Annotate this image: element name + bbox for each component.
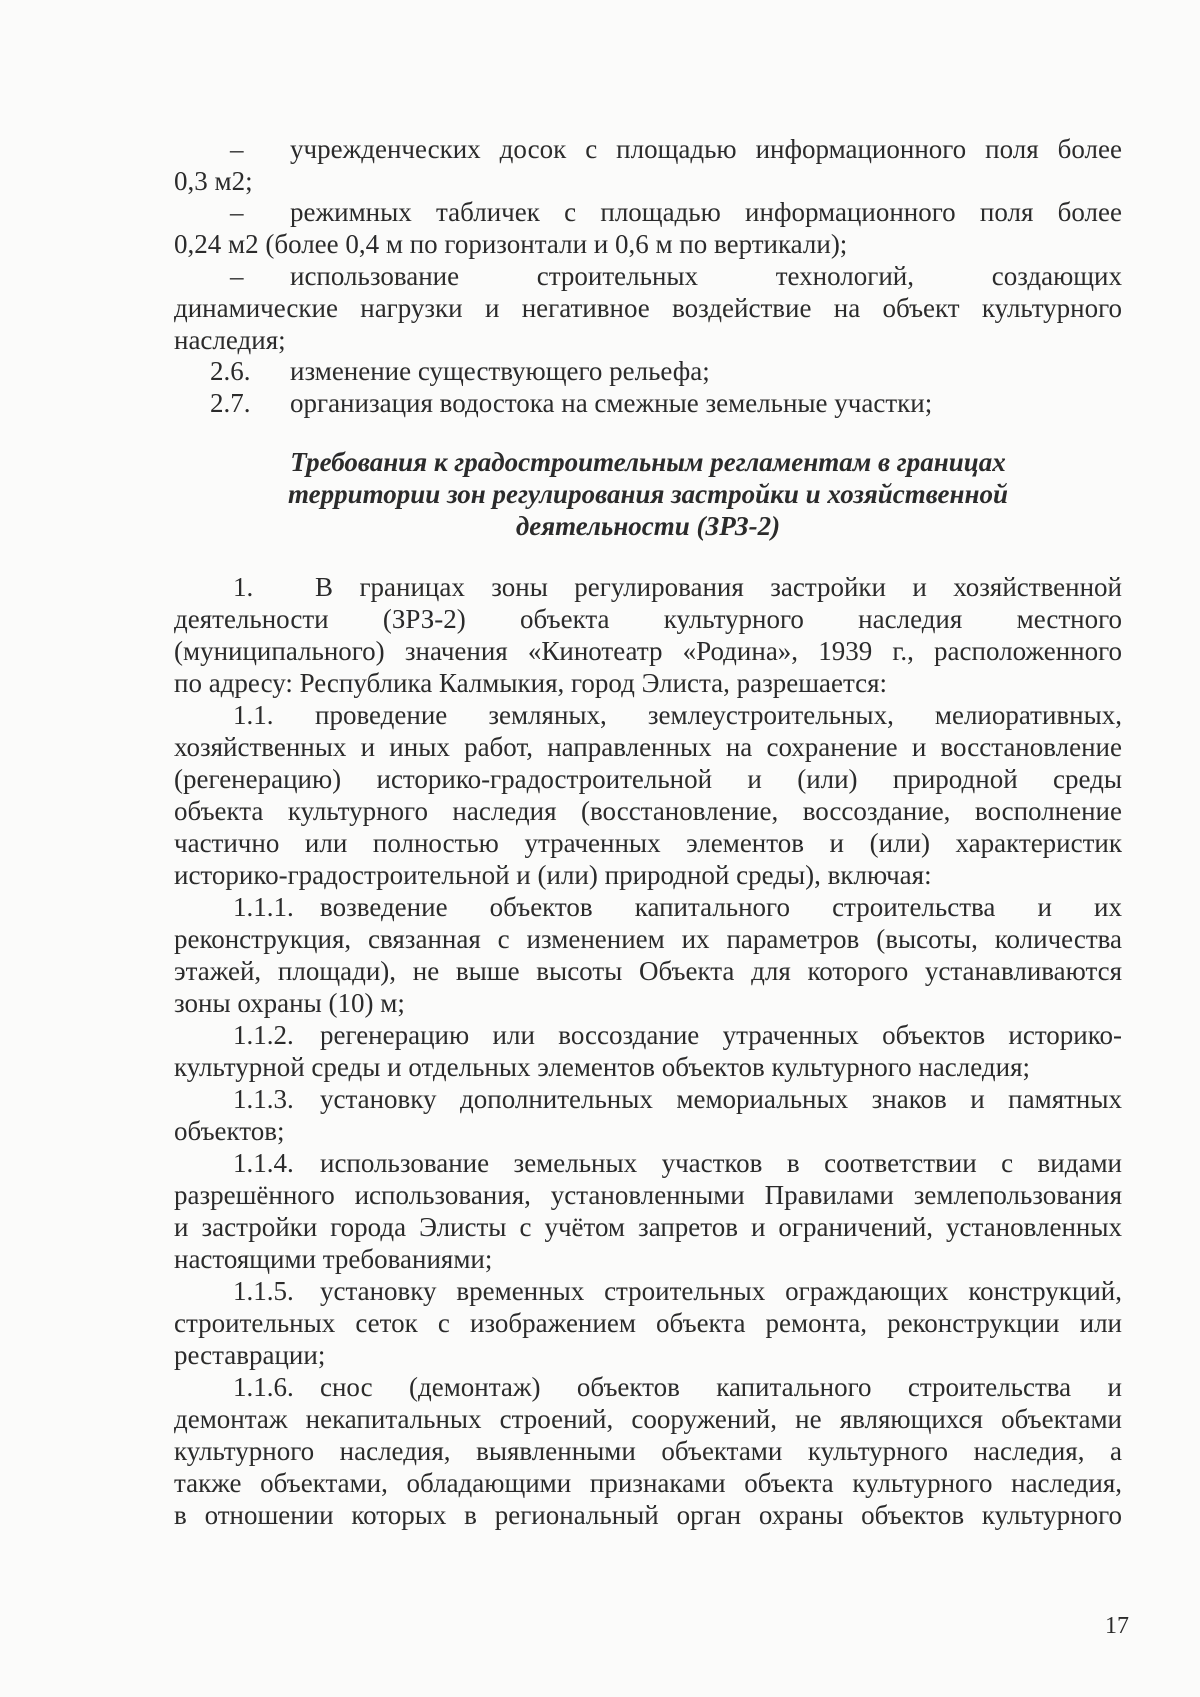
paragraph-line: культурной среды и отдельных элементов объектов культурного наследия; xyxy=(174,1052,1030,1082)
page-number: 17 xyxy=(1105,1613,1129,1639)
section-title-line: Требования к градостроительным регламентам в границах xyxy=(290,447,1006,477)
paragraph-marker: 1.1.2. xyxy=(233,1020,294,1050)
list-marker: 2.7. xyxy=(210,388,251,418)
paragraph-line: зоны охраны (10) м; xyxy=(174,988,405,1018)
paragraph-marker: 1.1.4. xyxy=(233,1148,294,1178)
paragraph-line: (регенерацию) историко-градостроительной и (или) природной среды xyxy=(174,764,1122,794)
paragraph-line: объекта культурного наследия (восстановление, воссоздание, восполнение xyxy=(174,796,1122,826)
paragraph-line: В границах зоны регулирования застройки и хозяйственной xyxy=(315,572,1122,602)
paragraph-marker: 1.1.1. xyxy=(233,892,294,922)
list-item-line: динамические нагрузки и негативное воздействие на объект культурного xyxy=(174,293,1122,323)
list-item-line: наследия; xyxy=(174,325,286,355)
paragraph-marker: 1.1. xyxy=(233,700,274,730)
paragraph-line: снос (демонтаж) объектов капитального строительства и xyxy=(320,1372,1122,1402)
paragraph-line: реставрации; xyxy=(174,1340,326,1370)
list-marker: 2.6. xyxy=(210,356,251,386)
paragraph-line: разрешённого использования, установленными Правилами землепользования xyxy=(174,1180,1122,1210)
paragraph-marker: 1.1.5. xyxy=(233,1276,294,1306)
paragraph-line: проведение земляных, землеустроительных, мелиоративных, xyxy=(315,700,1122,730)
list-marker: – xyxy=(230,134,244,164)
paragraph-line: реконструкция, связанная с изменением их параметров (высоты, количества xyxy=(174,924,1122,954)
list-item-line: организация водостока на смежные земельные участки; xyxy=(290,388,933,418)
section-title-line: территории зон регулирования застройки и хозяйственной xyxy=(288,479,1008,509)
paragraph-line: (муниципального) значения «Кинотеатр «Родина», 1939 г., расположенного xyxy=(174,636,1122,666)
paragraph-line: настоящими требованиями; xyxy=(174,1244,493,1274)
paragraph-line: историко-градостроительной и (или) природной среды), включая: xyxy=(174,860,932,890)
paragraph-line: и застройки города Элисты с учётом запретов и ограничений, установленных xyxy=(174,1212,1122,1242)
list-marker: – xyxy=(230,261,244,291)
paragraph-line: культурного наследия, выявленными объектами культурного наследия, а xyxy=(174,1436,1122,1466)
paragraph-line: возведение объектов капитального строительства и их xyxy=(320,892,1122,922)
paragraph-line: строительных сеток с изображением объекта ремонта, реконструкции или xyxy=(174,1308,1122,1338)
list-item-line: учрежденческих досок с площадью информационного поля более xyxy=(290,134,1122,164)
paragraph-marker: 1.1.3. xyxy=(233,1084,294,1114)
paragraph-line: демонтаж некапитальных строений, сооружений, не являющихся объектами xyxy=(174,1404,1122,1434)
paragraph-line: по адресу: Республика Калмыкия, город Элиста, разрешается: xyxy=(174,668,888,698)
list-item-line: 0,3 м2; xyxy=(174,166,253,196)
paragraph-line: объектов; xyxy=(174,1116,285,1146)
paragraph-marker: 1. xyxy=(233,572,254,602)
paragraph-line: хозяйственных и иных работ, направленных на сохранение и восстановление xyxy=(174,732,1122,762)
paragraph-line: установку дополнительных мемориальных знаков и памятных xyxy=(320,1084,1122,1114)
paragraph-line: этажей, площади), не выше высоты Объекта для которого устанавливаются xyxy=(174,956,1122,986)
list-item-line: использование строительных технологий, создающих xyxy=(290,261,1122,291)
paragraph-marker: 1.1.6. xyxy=(233,1372,294,1402)
paragraph-line: деятельности (ЗРЗ-2) объекта культурного наследия местного xyxy=(174,604,1122,634)
list-item-line: изменение существующего рельефа; xyxy=(290,356,710,386)
paragraph-line: также объектами, обладающими признаками объекта культурного наследия, xyxy=(174,1468,1122,1498)
list-item-line: режимных табличек с площадью информационного поля более xyxy=(290,197,1122,227)
list-marker: – xyxy=(230,197,244,227)
paragraph-line: регенерацию или воссоздание утраченных объектов историко- xyxy=(320,1020,1122,1050)
section-title-line: деятельности (ЗРЗ-2) xyxy=(515,511,781,541)
paragraph-line: использование земельных участков в соответствии с видами xyxy=(320,1148,1122,1178)
paragraph-line: установку временных строительных ограждающих конструкций, xyxy=(320,1276,1122,1306)
paragraph-line: в отношении которых в региональный орган охраны объектов культурного xyxy=(174,1500,1122,1530)
list-item-line: 0,24 м2 (более 0,4 м по горизонтали и 0,6 м по вертикали); xyxy=(174,229,848,259)
paragraph-line: частично или полностью утраченных элементов и (или) характеристик xyxy=(174,828,1122,858)
